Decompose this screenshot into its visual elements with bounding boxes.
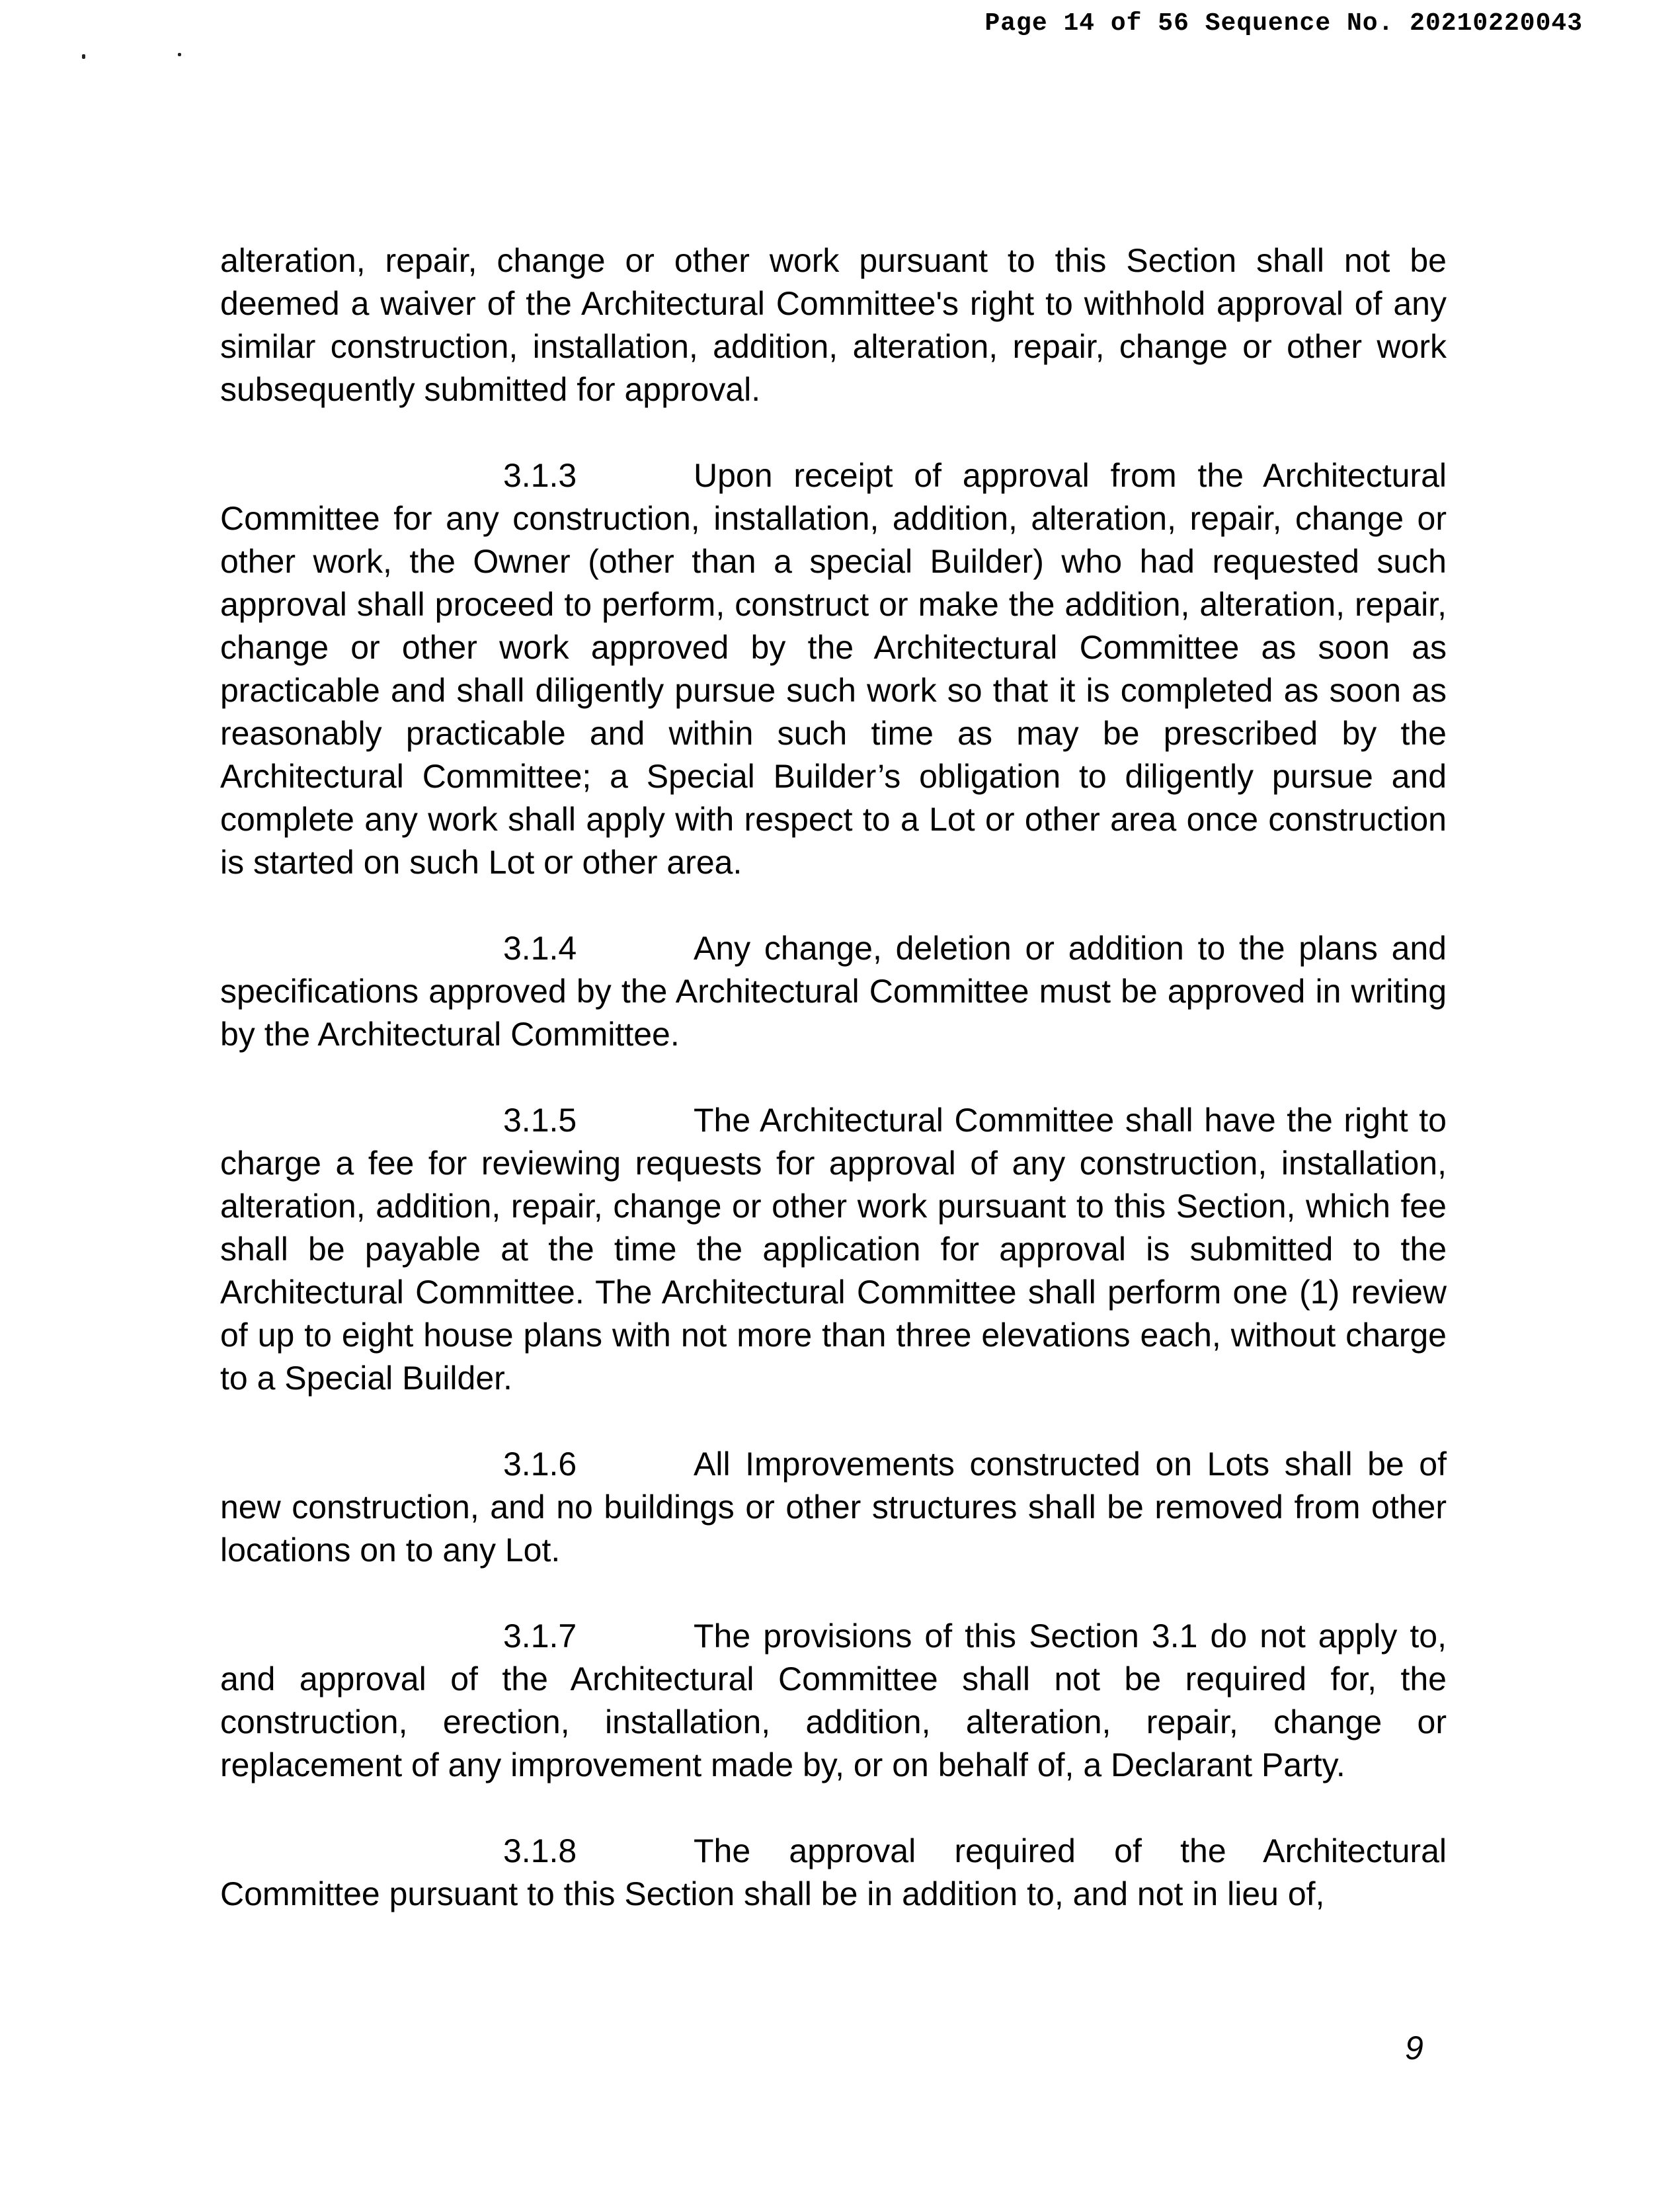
section-number: 3.1.5 bbox=[503, 1102, 577, 1139]
document-body bbox=[220, 239, 1447, 1959]
paragraph-text: Any change, deletion or addition to the plans and specifications approved by the Architectural Committee must be approved in writing by the Architectural Committee. bbox=[220, 930, 1447, 1053]
paragraph-continuation bbox=[220, 239, 1447, 411]
scan-speck bbox=[178, 53, 181, 56]
paragraph-3-1-5 bbox=[220, 1099, 1447, 1400]
paragraph-3-1-6 bbox=[220, 1443, 1447, 1572]
paragraph-text: The approval required of the Architectural Committee pursuant to this Section shall be in addition to, and not in lieu of, bbox=[220, 1832, 1447, 1912]
section-number: 3.1.8 bbox=[503, 1832, 577, 1869]
paragraph-3-1-8 bbox=[220, 1830, 1447, 1916]
paragraph-text: The Architectural Committee shall have the right to charge a fee for reviewing requests for approval of any construction, installation, alteration, addition, repair, change or other work pursuant to this Section, which fee shall be payable at the time the application for approval is submitted to the Architectural Committee. The Architectural Committee shall perform one (1) review of up to eight house plans with not more than three elevations each, without charge to a Special Builder. bbox=[220, 1102, 1447, 1397]
section-number: 3.1.4 bbox=[503, 930, 577, 967]
paragraph-text: Upon receipt of approval from the Architectural Committee for any construction, installation, addition, alteration, repair, change or other work, the Owner (other than a special Builder) who had requested such approval shall proceed to perform, construct or make the addition, alteration, repair, change or other work approved by the Architectural Committee as soon as practicable and shall diligently pursue such work so that it is completed as soon as reasonably practicable and within such time as may be prescribed by the Architectural Committee; a Special Builder’s obligation to diligently pursue and complete any work shall apply with respect to a Lot or other area once construction is started on such Lot or other area. bbox=[220, 457, 1447, 881]
paragraph-text: All Improvements constructed on Lots shall be of new construction, and no buildings or other structures shall be removed from other locations on to any Lot. bbox=[220, 1446, 1447, 1569]
section-number: 3.1.7 bbox=[503, 1617, 577, 1655]
paragraph-3-1-7 bbox=[220, 1615, 1447, 1787]
paragraph-text: alteration, repair, change or other work pursuant to this Section shall not be deemed a waiver of the Architectural Committee's right to withhold approval of any similar construction, installation, addition, alteration, repair, change or other work subsequently submitted for approval. bbox=[220, 242, 1447, 408]
section-number: 3.1.6 bbox=[503, 1446, 577, 1483]
paragraph-3-1-3 bbox=[220, 454, 1447, 884]
scan-speck bbox=[82, 54, 85, 59]
paragraph-3-1-4 bbox=[220, 927, 1447, 1056]
recording-stamp-header: Page 14 of 56 Sequence No. 20210220043 bbox=[984, 9, 1583, 38]
paragraph-text: The provisions of this Section 3.1 do not apply to, and approval of the Architectural Committee shall not be required for, the construction, erection, installation, addition, alteration, repair, change or replacement of any improvement made by, or on behalf of, a Declarant Party. bbox=[220, 1617, 1447, 1783]
page-number: 9 bbox=[1405, 2029, 1423, 2066]
section-number: 3.1.3 bbox=[503, 457, 577, 494]
